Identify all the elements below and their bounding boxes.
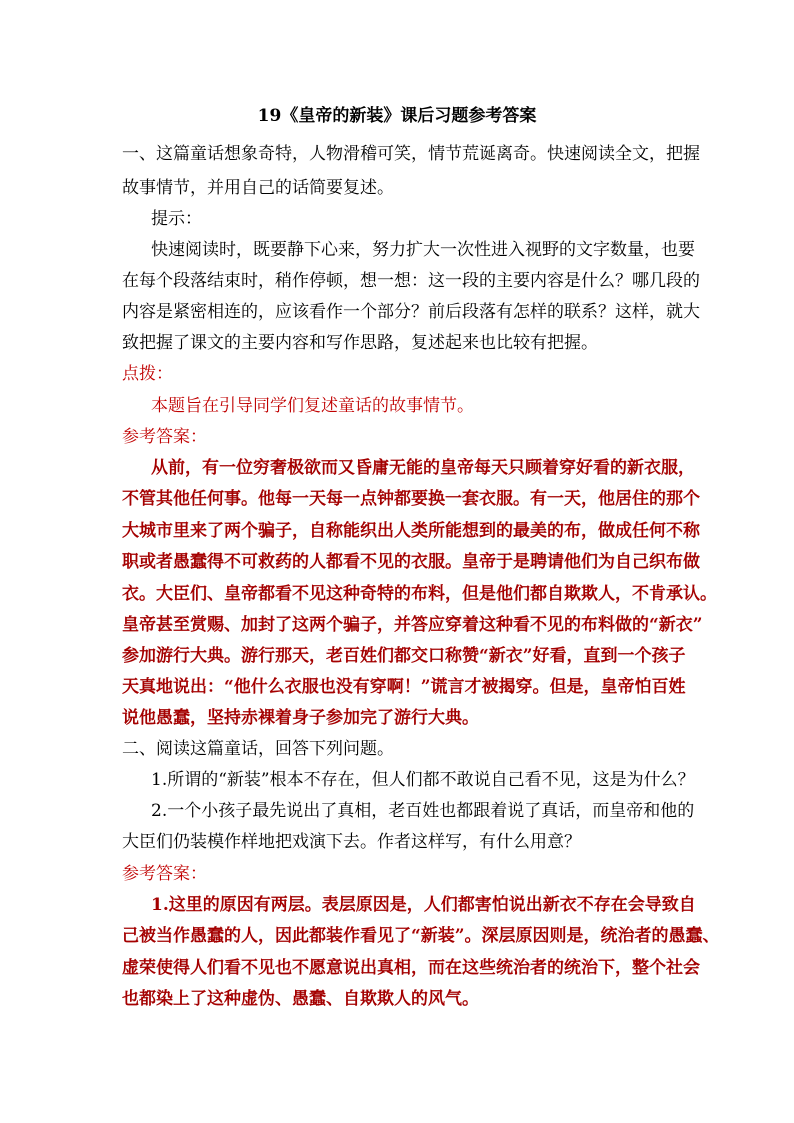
tip-label: 点拨： [122,364,173,384]
q1-answer-label: 参考答案： [122,427,207,447]
hint-line-4: 致把握了课文的主要内容和写作思路，复述起来也比较有把握。 [122,333,598,353]
q2-answer-line-4: 也都染上了这种虚伪、愚蠢、自欺欺人的风气。 [122,989,479,1009]
q1-answer-line-3: 大城市里来了两个骗子，自称能织出人类所能想到的最美的布，做成任何不称 [122,521,700,541]
q2-item-2-line-2: 大臣们仍装模作样地把戏演下去。作者这样写，有什么用意？ [122,832,581,852]
q1-answer-line-2: 不管其他任何事。他每一天每一点钟都要换一套衣服。有一天，他居住的那个 [122,489,700,509]
q2-answer-line-3: 虚荣使得人们看不见也不愿意说出真相，而在这些统治者的统治下，整个社会 [122,958,700,978]
q1-answer-line-8: 天真地说出：“他什么衣服也没有穿啊！”谎言才被揭穿。但是，皇帝怕百姓 [122,677,686,697]
hint-line-2: 在每个段落结束时，稍作停顿，想一想：这一段的主要内容是什么？哪几段的 [122,271,700,291]
q2-item-2-line-1: 2.一个小孩子最先说出了真相，老百姓也都跟着说了真话，而皇帝和他的 [151,801,695,821]
tip-text: 本题旨在引导同学们复述童话的故事情节。 [151,396,474,416]
hint-line-1: 快速阅读时，既要静下心来，努力扩大一次性进入视野的文字数量，也要 [151,240,695,260]
q2-heading: 二、阅读这篇童话，回答下列问题。 [122,739,394,759]
q1-line-1: 一、这篇童话想象奇特，人物滑稽可笑，情节荒诞离奇。快速阅读全文，把握 [122,144,700,164]
page-title: 19《皇帝的新装》课后习题参考答案 [257,106,537,126]
q1-answer-line-6: 皇帝甚至赏赐、加封了这两个骗子，并答应穿着这种看不见的布料做的“新衣” [122,615,703,635]
q2-answer-line-2: 己被当作愚蠢的人，因此都装作看见了“新装”。深层原因则是，统治者的愚蠢、 [122,926,720,946]
q1-answer-line-5: 衣。大臣们、皇帝都看不见这种奇特的布料，但是他们都自欺欺人，不肯承认。 [122,584,717,604]
q1-answer-line-1: 从前，有一位穷奢极欲而又昏庸无能的皇帝每天只顾着穿好看的新衣服， [151,458,695,478]
q1-answer-line-9: 说他愚蠢，坚持赤裸着身子参加完了游行大典。 [122,708,479,728]
hint-label: 提示： [151,209,202,229]
q1-answer-line-4: 职或者愚蠢得不可救药的人都看不见的衣服。皇帝于是聘请他们为自己织布做 [122,552,700,572]
q1-line-2: 故事情节，并用自己的话简要复述。 [122,178,394,198]
q2-item-1: 1.所谓的“新装”根本不存在，但人们都不敢说自己看不见，这是为什么？ [151,770,695,790]
q2-answer-label: 参考答案： [122,864,207,884]
hint-line-3: 内容是紧密相连的，应该看作一个部分？前后段落有怎样的联系？这样，就大 [122,302,700,322]
q1-answer-line-7: 参加游行大典。游行那天，老百姓们都交口称赞“新衣”好看，直到一个孩子 [122,646,686,666]
q2-answer-line-1: 1.这里的原因有两层。表层原因是，人们都害怕说出新衣不存在会导致自 [151,895,696,915]
